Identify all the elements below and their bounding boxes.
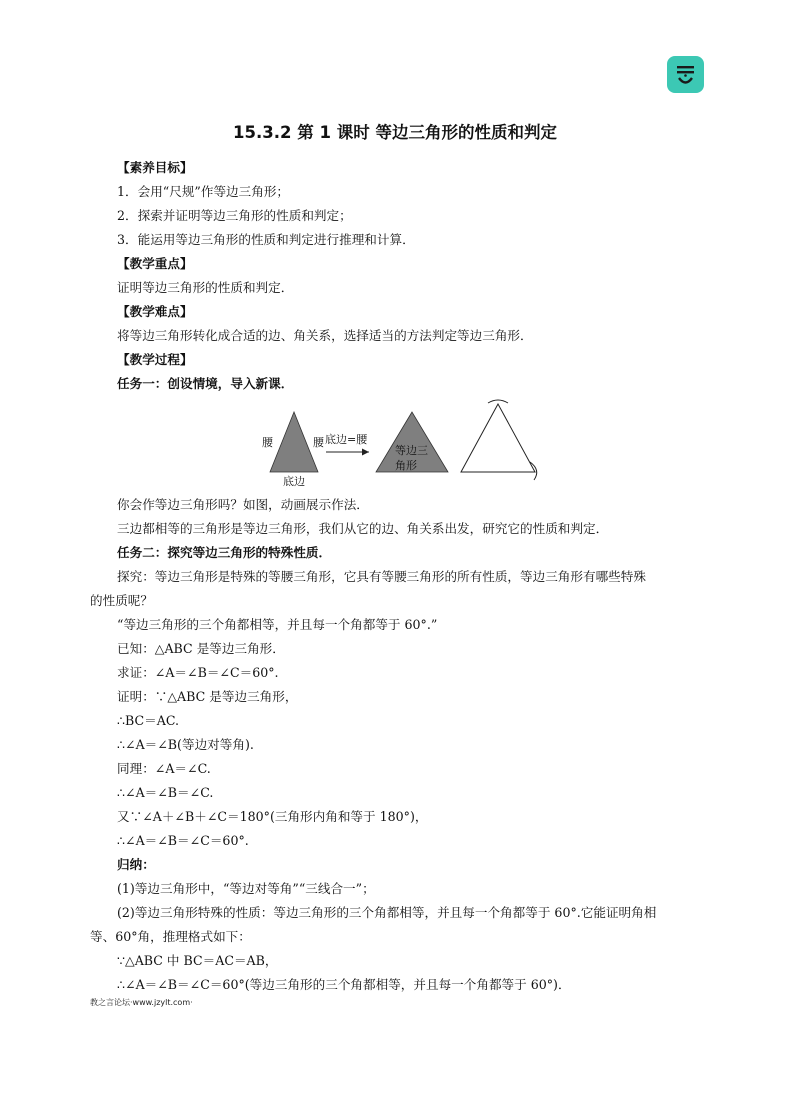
prove-line: 求证：∠A＝∠B＝∠C＝60°. — [117, 665, 279, 680]
difficulty-text: 将等边三角形转化成合适的边、角关系，选择适当的方法判定等边三角形． — [117, 328, 533, 343]
paragraph: 你会作等边三角形吗？如图，动画展示作法． — [117, 497, 369, 512]
summary-item: 等、60°角，推理格式如下： — [90, 929, 251, 944]
task1-heading: 任务一：创设情境，导入新课． — [117, 376, 294, 391]
page-title: 15.3.2 第 1 课时 等边三角形的性质和判定 — [233, 123, 557, 142]
goals-heading: 【素养目标】 — [117, 160, 193, 175]
key-heading: 【教学重点】 — [117, 256, 193, 271]
proof-line: ∴∠A＝∠B＝∠C. — [117, 785, 214, 800]
format-line: ∵△ABC 中 BC＝AC＝AB， — [117, 953, 278, 968]
goal-item: 1．会用“尺规”作等边三角形； — [117, 184, 290, 199]
proof-line: ∴∠A＝∠B(等边对等角). — [117, 737, 254, 752]
paragraph: “等边三角形的三个角都相等，并且每一个角都等于 60°.” — [117, 617, 438, 632]
label-base: 底边 — [283, 475, 305, 488]
difficulty-heading: 【教学难点】 — [117, 304, 193, 319]
task2-heading: 任务二：探究等边三角形的特殊性质． — [117, 545, 332, 560]
proof-line: 又∵∠A＋∠B＋∠C＝180°(三角形内角和等于 180°)， — [117, 809, 428, 824]
arrow-icon — [362, 449, 369, 456]
summary-item: (1)等边三角形中，“等边对等角”“三线合一”； — [117, 881, 375, 896]
paragraph: 三边都相等的三角形是等边三角形，我们从它的边、角关系出发，研究它的性质和判定． — [117, 521, 609, 536]
goal-item: 2．探索并证明等边三角形的性质和判定； — [117, 208, 352, 223]
footer-text: 教之言论坛·www.jzylt.com· — [90, 998, 193, 1007]
compass-arc-top — [488, 400, 508, 403]
proof-line: 证明：∵△ABC 是等边三角形， — [117, 689, 298, 704]
key-text: 证明等边三角形的性质和判定． — [117, 280, 294, 295]
goal-item: 3．能运用等边三角形的性质和判定进行推理和计算． — [117, 232, 415, 247]
label-waist-left: 腰 — [262, 436, 273, 449]
proof-line: 同理：∠A＝∠C. — [117, 761, 211, 776]
constructed-triangle — [461, 404, 535, 472]
label-waist-right: 腰 — [313, 436, 324, 449]
paragraph: 探究：等边三角形是特殊的等腰三角形，它具有等腰三角形的所有性质，等边三角形有哪些特殊 — [117, 569, 646, 584]
isosceles-triangle — [270, 412, 318, 472]
triangle-figure — [262, 398, 562, 490]
summary-heading: 归纳： — [117, 857, 155, 872]
label-equilateral: 角形 — [395, 459, 417, 472]
label-equilateral: 等边三 — [395, 444, 428, 457]
paragraph: 的性质呢？ — [90, 593, 153, 608]
process-heading: 【教学过程】 — [117, 352, 193, 367]
given-line: 已知：△ABC 是等边三角形． — [117, 641, 285, 656]
arrow-label: 底边=腰 — [325, 433, 368, 446]
proof-line: ∴BC＝AC. — [117, 713, 180, 728]
proof-line: ∴∠A＝∠B＝∠C＝60°. — [117, 833, 249, 848]
logo-icon — [667, 56, 704, 93]
format-line: ∴∠A＝∠B＝∠C＝60°(等边三角形的三个角都相等，并且每一个角都等于 60°)． — [117, 977, 571, 992]
summary-item: (2)等边三角形特殊的性质：等边三角形的三个角都相等，并且每一个角都等于 60°.它能证明角相 — [117, 905, 657, 920]
logo — [667, 56, 704, 93]
